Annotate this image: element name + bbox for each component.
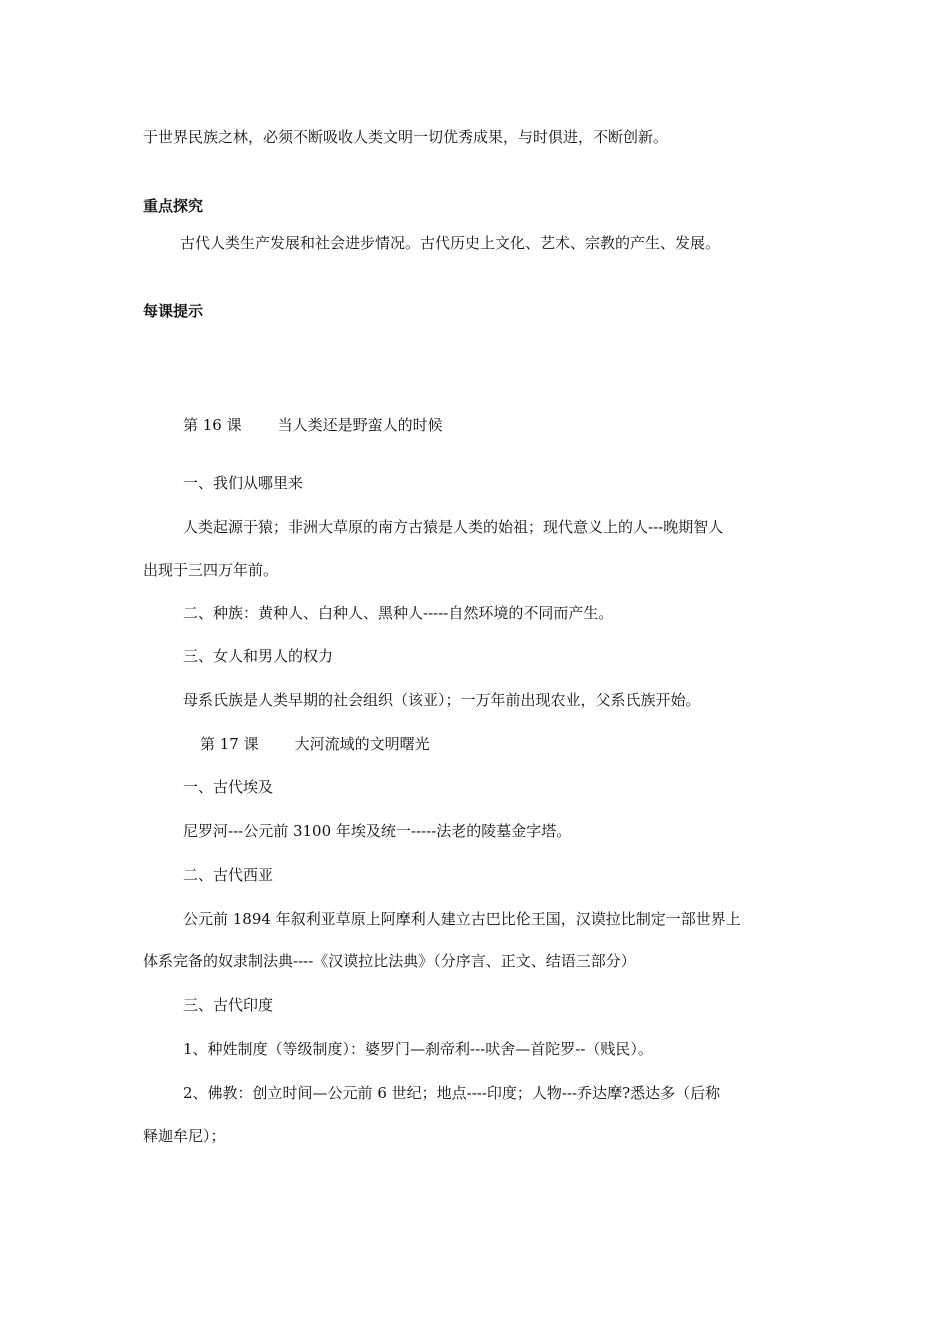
lesson17-sec2-line1: 公元前 1894 年叙利亚草原上阿摩利人建立古巴比伦王国，汉谟拉比制定一部世界上	[183, 910, 741, 928]
lesson17-sec3-item2-line1: 2、佛教：创立时间—公元前 6 世纪；地点----印度；人物---乔达摩?悉达多（后称	[183, 1084, 721, 1102]
lesson16-header	[183, 415, 443, 435]
lesson17-sec1-text: 尼罗河---公元前 3100 年埃及统一-----法老的陵墓金字塔。	[183, 822, 572, 840]
lesson17-sec3-title: 三、古代印度	[183, 996, 274, 1014]
focus-heading: 重点探究	[143, 197, 204, 215]
lesson17-sec2-title: 二、古代西亚	[183, 866, 274, 884]
lesson17-header	[200, 734, 430, 754]
tips-heading: 每课提示	[143, 302, 204, 320]
lesson16-sec1-line2: 出现于三四万年前。	[143, 561, 279, 579]
lesson17-sec2-line2: 体系完备的奴隶制法典----《汉谟拉比法典》（分序言、正文、结语三部分）	[143, 952, 636, 970]
lesson16-sec1-line1: 人类起源于猿；非洲大草原的南方古猿是人类的始祖；现代意义上的人---晚期智人	[183, 518, 724, 536]
lesson16-sec2: 二、种族：黄种人、白种人、黑种人-----自然环境的不同而产生。	[183, 604, 614, 622]
lesson17-number: 第 17 课	[200, 735, 259, 753]
lesson16-sec3-title: 三、女人和男人的权力	[183, 647, 334, 665]
lesson17-sec3-item2-line2: 释迦牟尼）；	[143, 1127, 226, 1145]
lesson16-sec1-title: 一、我们从哪里来	[183, 474, 304, 492]
intro-tail-text: 于世界民族之林，必须不断吸收人类文明一切优秀成果，与时俱进，不断创新。	[143, 128, 669, 146]
lesson17-title: 大河流域的文明曙光	[294, 735, 430, 753]
lesson17-sec1-title: 一、古代埃及	[183, 778, 274, 796]
lesson17-sec3-item1: 1、种姓制度（等级制度）：婆罗门—刹帝利---吠舍—首陀罗--（贱民）。	[183, 1040, 653, 1058]
lesson16-number: 第 16 课	[183, 416, 242, 434]
lesson16-title: 当人类还是野蛮人的时候	[277, 416, 443, 434]
lesson16-sec3-text: 母系氏族是人类早期的社会组织（该亚）；一万年前出现农业，父系氏族开始。	[183, 691, 701, 709]
focus-text: 古代人类生产发展和社会进步情况。古代历史上文化、艺术、宗教的产生、发展。	[180, 234, 721, 252]
